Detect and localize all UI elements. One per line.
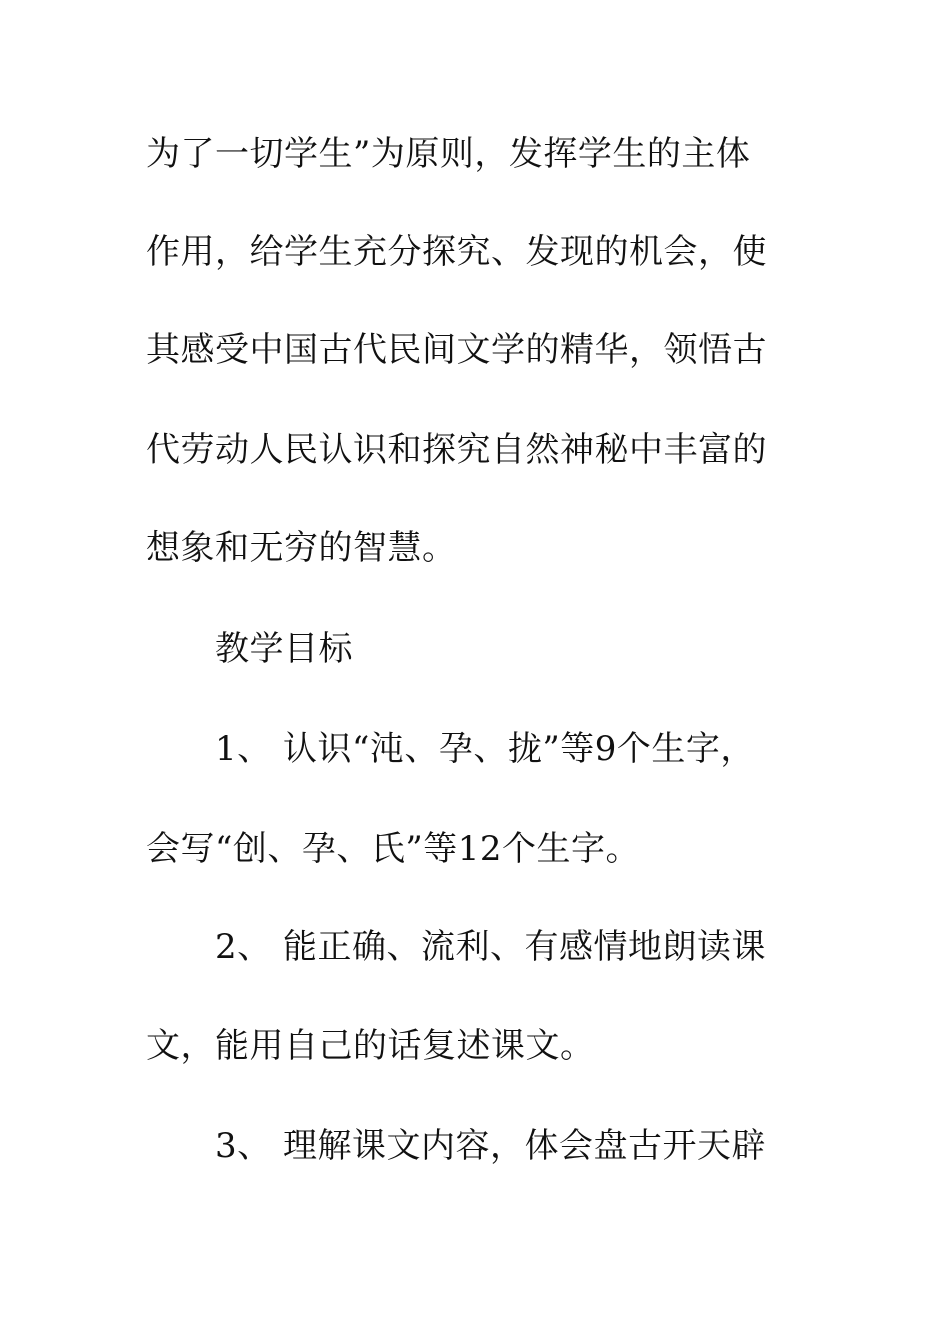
body-text-line: 代劳动人民认识和探究自然神秘中丰富的 bbox=[146, 430, 767, 470]
body-text-line: 为了一切学生”为原则，发挥学生的主体 bbox=[146, 134, 751, 174]
body-text-line: 会写“创、孕、氏”等12个生字。 bbox=[146, 829, 641, 869]
body-text-line: 作用，给学生充分探究、发现的机会，使 bbox=[146, 232, 767, 272]
body-text-line: 想象和无穷的智慧。 bbox=[146, 528, 457, 568]
objective-item-1: 1、 认识“沌、孕、拢”等9个生字， bbox=[215, 729, 755, 769]
section-heading: 教学目标 bbox=[215, 629, 353, 669]
body-text-line: 其感受中国古代民间文学的精华，领悟古 bbox=[146, 330, 767, 370]
objective-item-2: 2、 能正确、流利、有感情地朗读课 bbox=[215, 927, 766, 967]
body-text-line: 文，能用自己的话复述课文。 bbox=[146, 1026, 595, 1066]
objective-item-3: 3、 理解课文内容，体会盘古开天辟 bbox=[215, 1126, 766, 1166]
